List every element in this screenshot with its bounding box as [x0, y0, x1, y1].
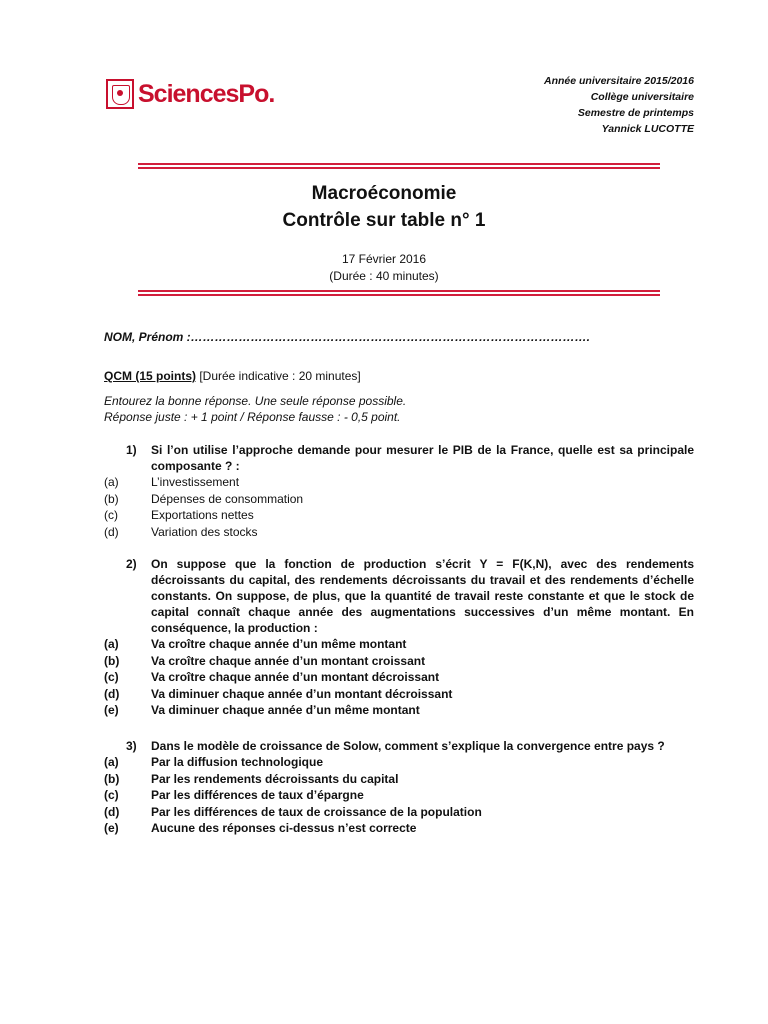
course-info [544, 73, 694, 137]
question-text: Si l’on utilise l’approche demande pour mesurer le PIB de la France, quelle est sa principale composante ? : [151, 443, 694, 473]
option-b[interactable] [104, 653, 694, 670]
instruction-line-2: Réponse juste : + 1 point / Réponse fausse : - 0,5 point. [104, 410, 401, 424]
logo-text: SciencesPo. [138, 79, 275, 108]
qcm-heading [104, 369, 361, 383]
semester: Semestre de printemps [577, 107, 694, 119]
option-d[interactable] [104, 524, 694, 541]
option-label: (d) [104, 524, 119, 539]
option-c[interactable] [104, 507, 694, 524]
question-number: 2) [126, 557, 137, 571]
option-text: Va croître chaque année d’un même montant [151, 637, 407, 651]
option-label: (c) [104, 508, 118, 522]
college: Collège universitaire [590, 91, 694, 103]
option-text: L’investissement [151, 475, 240, 489]
option-text: Aucune des réponses ci-dessus n’est correcte [151, 821, 417, 835]
question-text: On suppose que la fonction de production s’écrit Y = F(K,N), avec des rendements décroissants du capital, des rendements décroissants du travail et des rendements d’échelle constants. On suppose, de plus, que la quantité de travail reste constante et que le stock de capital connaît chaque année des augmentations successives d’un même montant. En conséquence, la production : [151, 557, 694, 635]
question-1 [104, 442, 694, 540]
option-text: Par les différences de taux de croissance de la population [151, 804, 482, 819]
option-label: (a) [104, 475, 119, 489]
sciencespo-logo [106, 79, 274, 109]
option-text: Par les différences de taux d’épargne [151, 788, 364, 802]
question-3 [104, 738, 694, 837]
option-c[interactable] [104, 669, 694, 686]
option-text: Va diminuer chaque année d’un montant décroissant [151, 686, 453, 701]
qcm-instructions [104, 393, 406, 425]
question-2 [104, 556, 694, 719]
option-label: (e) [104, 703, 119, 717]
exam-date-block [0, 251, 768, 285]
option-text: Variation des stocks [151, 524, 258, 539]
option-text: Exportations nettes [151, 508, 254, 522]
option-e[interactable] [104, 820, 694, 837]
divider-top-2 [138, 167, 660, 169]
option-a[interactable] [104, 754, 694, 771]
option-b[interactable] [104, 771, 694, 788]
option-d[interactable] [104, 686, 694, 703]
qcm-duration: [Durée indicative : 20 minutes] [196, 369, 361, 383]
question-number: 3) [126, 739, 137, 753]
option-e[interactable] [104, 702, 694, 719]
exam-title [0, 180, 768, 234]
divider-top-1 [138, 163, 660, 165]
option-text: Va croître chaque année d’un montant croissant [151, 653, 426, 668]
title-subject: Macroéconomie [311, 183, 457, 204]
option-label: (d) [104, 804, 120, 819]
exam-date: 17 Février 2016 [341, 252, 427, 266]
option-label: (b) [104, 653, 120, 668]
option-label: (a) [104, 637, 119, 651]
option-label: (b) [104, 771, 120, 786]
qcm-label: QCM (15 points) [104, 369, 196, 383]
option-b[interactable] [104, 491, 694, 508]
option-d[interactable] [104, 804, 694, 821]
option-label: (e) [104, 821, 119, 835]
option-label: (d) [104, 686, 120, 701]
option-c[interactable] [104, 787, 694, 804]
title-exam: Contrôle sur table n° 1 [282, 210, 486, 231]
question-text: Dans le modèle de croissance de Solow, comment s’explique la convergence entre pays ? [151, 739, 665, 753]
divider-bottom-1 [138, 290, 660, 292]
sciencespo-emblem-icon [106, 79, 134, 109]
option-label: (c) [104, 788, 119, 802]
option-text: Par les rendements décroissants du capital [151, 771, 399, 786]
option-text: Va diminuer chaque année d’un même montant [151, 703, 420, 717]
option-label: (a) [104, 755, 119, 769]
option-a[interactable] [104, 474, 694, 491]
option-text: Dépenses de consommation [151, 491, 304, 506]
option-label: (c) [104, 670, 119, 684]
teacher: Yannick LUCOTTE [601, 123, 694, 135]
instruction-line-1: Entourez la bonne réponse. Une seule réponse possible. [104, 394, 407, 408]
question-number: 1) [126, 443, 137, 457]
exam-duration: (Durée : 40 minutes) [329, 269, 439, 283]
academic-year: Année universitaire 2015/2016 [543, 75, 694, 87]
option-text: Par la diffusion technologique [151, 755, 324, 769]
option-label: (b) [104, 491, 119, 506]
option-a[interactable] [104, 636, 694, 653]
name-field-line: NOM, Prénom :………………………………………………………………………………………. [104, 330, 591, 344]
divider-bottom-2 [138, 294, 660, 296]
option-text: Va croître chaque année d’un montant décroissant [151, 670, 440, 684]
